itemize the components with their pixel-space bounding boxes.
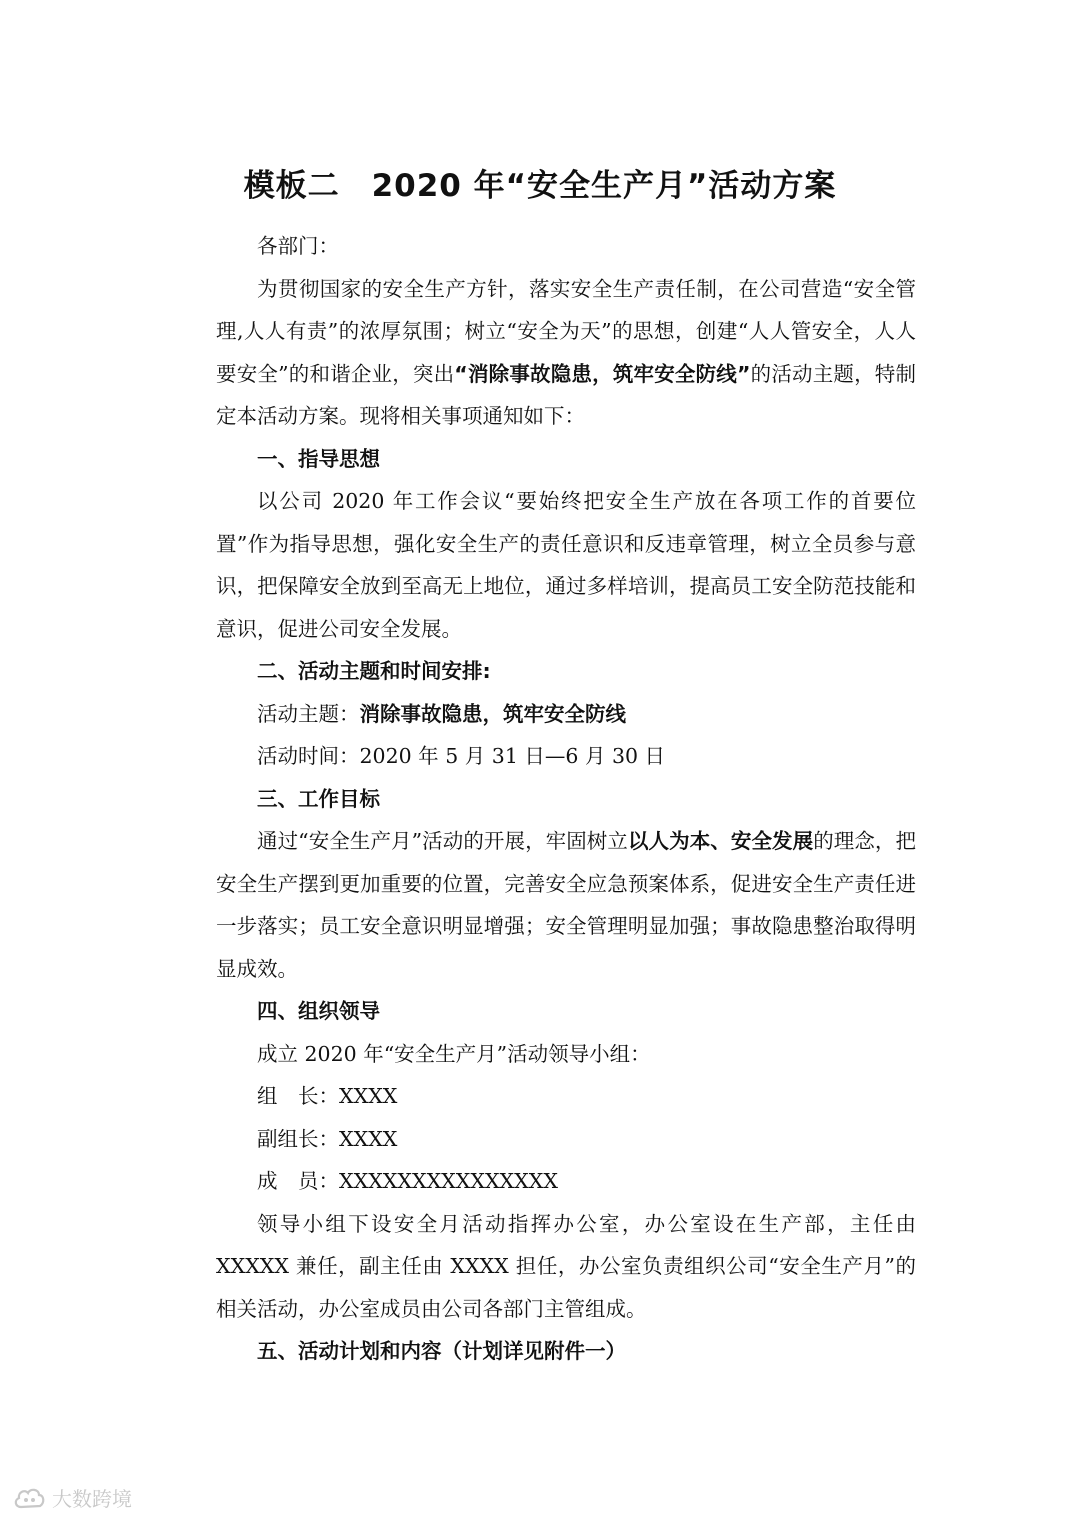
section-3-body <box>216 820 916 990</box>
office-paragraph: 领导小组下设安全月活动指挥办公室，办公室设在生产部，主任由 XXXXX 兼任，副主任由 XXXX 担任，办公室负责组织公司“安全生产月”的相关活动，办公室成员由公司各部门主管组成。 <box>216 1211 916 1321</box>
activity-theme-label: 活动主题： <box>257 701 360 726</box>
intro-text-2: 的活动主题，特制定本活动方案。现将相关事项通知如下： <box>216 361 916 428</box>
watermark-text: 大数跨境 <box>52 1487 132 1511</box>
leadership-group-intro: 成立 2020 年“安全生产月”活动领导小组： <box>257 1041 651 1066</box>
activity-time-line: 活动时间：2020 年 5 月 31 日—6 月 30 日 <box>257 744 666 768</box>
activity-theme-value: 消除事故隐患，筑牢安全防线 <box>359 701 626 726</box>
watermark <box>12 1483 132 1512</box>
section-3-text-1: 通过“安全生产月”活动的开展，牢固树立 <box>257 829 628 853</box>
section-3-text-2: 的理念，把安全生产摆到更加重要的位置，完善安全应急预案体系，促进安全生产责任进一步落实；员工安全意识明显增强；安全管理明显加强；事故隐患整治取得明显成效。 <box>216 829 917 981</box>
document-title: 模板二 2020 年“安全生产月”活动方案 <box>243 168 837 204</box>
document-body <box>216 225 916 1373</box>
salutation: 各部门： <box>257 234 339 258</box>
group-leader-line: 组 长：XXXX <box>257 1084 398 1108</box>
section-5-heading: 五、活动计划和内容（计划详见附件一） <box>257 1339 626 1363</box>
section-4-heading: 四、组织领导 <box>257 999 380 1023</box>
section-3-bold: 以人为本、安全发展 <box>627 829 814 853</box>
group-members-line: 成 员：XXXXXXXXXXXXXXX <box>257 1169 558 1193</box>
cloud-logo-icon <box>12 1485 46 1511</box>
intro-paragraph <box>216 268 916 438</box>
section-1-heading: 一、指导思想 <box>257 446 380 471</box>
intro-text-1: 为贯彻国家的安全生产方针，落实安全生产责任制，在公司营造“安全管理,人人有责”的浓厚氛围；树立“安全为天”的思想，创建“人人管安全，人人要安全”的和谐企业，突出 <box>216 276 916 386</box>
section-3-heading: 三、工作目标 <box>257 786 380 811</box>
intro-bold-theme: “消除事故隐患，筑牢安全防线” <box>454 361 751 386</box>
activity-theme-line <box>216 693 916 736</box>
section-1-body: 以公司 2020 年工作会议“要始终把安全生产放在各项工作的首要位置”作为指导思想，强化安全生产的责任意识和反违章管理，树立全员参与意识，把保障安全放到至高无上地位，通过多样培训，提高员工安全防范技能和意识，促进公司安全发展。 <box>216 489 916 641</box>
group-deputy-line: 副组长：XXXX <box>257 1126 398 1151</box>
section-2-heading: 二、活动主题和时间安排: <box>257 659 491 683</box>
